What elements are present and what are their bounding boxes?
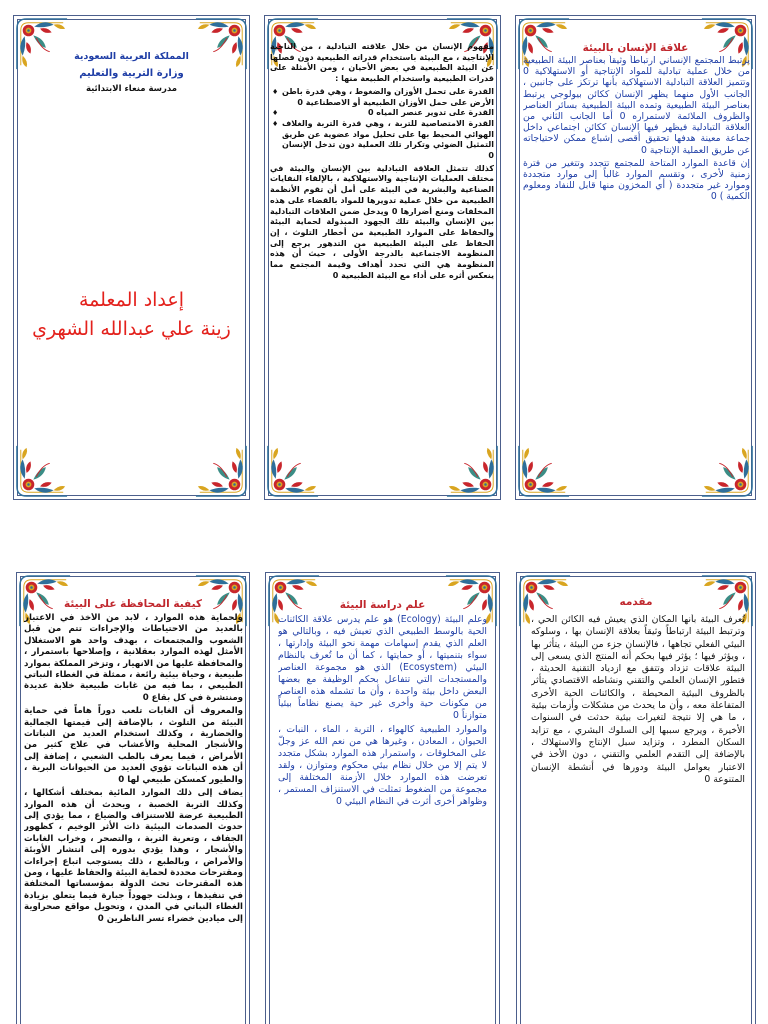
relationship-continued-panel xyxy=(264,15,501,500)
cover-panel xyxy=(13,15,250,500)
paragraph: يرتبط المجتمع الإنساني ارتباطاً وثيقاً بعناصر البيئة الطبيعية من خلال عملية تبادلية للمواد الإنتاجية أو الاستهلاكية 0 وتتميز العلاقة التبادلية الاستهلاكية بأنها ترتكز على جانبين ، الجانب الأول منهما يظهر الإنسان ككائن بيولوجي يرتبط بعناصر البيئة الطبيعية وتمده البيئة الطبيعية بسائر العناصر والظروف الملائمة لاستمراره 0 أما الجانب الثاني من العلاقة التبادلية فيظهر فيها الإنسان ككائن اجتماعي داخل جماعة معينة هدفها تحقيق أقصى إشباع ممكن لاحتياجاته عن طريق العملية الإنتاجية 0 xyxy=(523,55,750,156)
continued-text xyxy=(270,42,494,344)
cover-header xyxy=(24,48,239,97)
ministry-name: وزارة التربية والتعليم xyxy=(79,68,184,79)
preservation-panel xyxy=(16,572,250,1024)
paragraph: والموارد الطبيعية كالهواء ، التربة ، الماء ، النبات ، الحيوان ، المعادن ، وغيرها هي من نعم الله عز وجلّ على المخلوقات ، واستمرار هذه الموارد بشكل متجدد لا يتم إلا من خلال نظام بيئي محكوم ومتوازن ، ولقد تعرضت هذه الموارد خلال الأزمنة المختلفة إلى مجموعة من الضغوط تمثلت في الاستنزاف المستمر ، وظواهر أخرى أثرت في النظام البيئي 0 xyxy=(278,724,487,807)
floral-corner-ornament-icon xyxy=(194,444,248,498)
paragraph: تُعرف البيئة بأنها المكان الذي يعيش فيه الكائن الحي ، وترتبط البيئة ارتباطاً وثيقاً بعلاقة الإنسان بها ، وسلوكه البيئي الفعلي تجاهها ، فالإنسان جزء من البيئة ، يتأثر بها ، ويؤثر فيها ؛ يؤثر فيها بحكم أنه المنتج الذي يسعى إلى البيئة علاقات تزداد وتتفق مع ازدياد التقنية الحديثة ، فتطور الإنسان العلمي والتقني ونشاطه الاقتصادي يتأثر بالظروف البيئية المحيطة ، والكائنات الحية الأخرى المتفاعلة معه ، وأن ما يحدث من مشكلات وأزمات بيئية ، ما هي إلا نتيجة لتغيرات بيئية حدثت في السنوات الأخيرة ، ويرجع سببها إلى السلوك البشري ، مع تزايد السكان المطرد ، وتزايد سبل الإنتاج والاستهلاك ، بالإضافة إلى التقدم العلمي والتقني ، دون الأخذ في الاعتبار بعوامل البيئة ودورها في أنشطة الإنسان المتنوعة 0 xyxy=(531,614,745,785)
section-title: كيفية المحافظة على البيئة xyxy=(64,598,202,610)
prepared-by-label: إعداد المعلمة xyxy=(78,289,185,311)
section-text xyxy=(523,55,750,345)
country-name: المملكة العربية السعودية xyxy=(74,51,189,62)
paragraph: يضاف إلى ذلك الموارد المائية بمختلف أشكالها ، وكذلك التربة الخصبة ، ويحدث أن هذه الموارد الطبيعية عرضة للاستنزاف والضياع ، مما يؤدي إلى حدوث الصدمات البيئية ذات الأثر الوخيم ، كظهور الجفاف ، وتعرية التربة ، والتصحر ، وخراب الغابات والأشجار ، وهذا يؤدي بدوره إلى انتشار الأوبئة والأمراض ، وبالطبع ، ذلك يستوجب اتباع إجراءات ومقترحات محددة لحماية البيئة والحفاظ عليها ، ومن هذه المقترحات تحث الدولة بمؤسساتها المختلفة في تنفيذها ، وبذلت جهوداً جبارة فيما يتعلق بزيادة الغطاء النباتي في المدن ، وتحويل مواقع صحراوية إلى ميادين خضراء تسر الناظرين 0 xyxy=(24,788,243,924)
list-item: ♦ القدرة على تدوير عنصر المياه 0 xyxy=(270,108,494,119)
floral-corner-ornament-icon xyxy=(445,444,499,498)
floral-corner-ornament-icon xyxy=(700,444,754,498)
section-title: مقدمه xyxy=(619,596,653,608)
paragraph: إن قاعدة الموارد المتاحة للمجتمع تتجدد وتتغير من فترة زمنية لأخرى ، وتقسم الموارد غالباً إلى موارد متجددة وموارد غير متجددة ( أي المخزون منها قابل للنفاد ومعلوم الكمية ) 0 xyxy=(523,157,750,203)
section-title: علاقة الإنسان بالبيئة xyxy=(582,42,689,54)
floral-corner-ornament-icon xyxy=(266,444,320,498)
relationship-panel xyxy=(515,15,756,500)
section-text xyxy=(531,614,745,934)
section-text xyxy=(278,614,487,914)
paragraph: والمعروف أن الغابات تلعب دوراً هاماً في حماية البيئة من التلوث ، بالإضافة إلى قيمتها الجمالية والحضارية ، وكذلك استخدام العديد من النباتات والأشجار المحلية والأعشاب في علاج كثير من الأمراض ، فيما يعرف بالطب الشعبي ، إضافة إلى أن هذه النباتات تؤوي العديد من الحيوانات البرية ، والطيور كمسكن طبيعي لها 0 xyxy=(24,706,243,785)
ecology-panel xyxy=(265,572,500,1024)
school-name: مدرسة منعاء الابتدائية xyxy=(85,84,178,94)
section-title: علم دراسة البيئة xyxy=(339,599,426,611)
list-item: ♦ القدرة على تحمل الأوزان والضغوط ، وهي قدرة باطن الأرض على حمل الأوزان الطبيعية أو الاصطناعية 0 xyxy=(270,87,494,108)
continued-paragraph: كذلك تتمثل العلاقة التبادلية بين الإنسان والبيئة في مختلف العمليات الإنتاجية والاستهلاكية ، بالإلقاء النفايات الصناعية والبشرية في البيئة على أمل أن تقوم الأنظمة الطبيعية من خلال عملية تدويرها للمواد بالقضاء على هذه المخلفات ومنع أضرارها 0 ويدخل ضمن العلاقات التبادلية بين الإنسان والبيئة تلك الجهود المبذولة لحماية البيئة والحفاظ على الموارد الطبيعية من أخطار التلوث ، إن الحفاظ على البيئة الطبيعية من التدهور يرجع إلى المنظومة الاجتماعية بالدرجة الأولى ، حيث أن هذه المنظومة هي التي تحدد أهداف وقيمة المجتمع مما ينعكس أثره على أداء مع البيئة الطبيعية 0 xyxy=(270,163,494,280)
list-item: ♦ القدرة الامتصاصية للتربة ، وهي قدرة التربة والغلاف الهوائي المحيط بها على تحليل مواد عضوية عن طريق التمثيل الضوئي وتكرار تلك العملية دون تدخل الإنسان 0 xyxy=(270,119,494,162)
paragraph: وعلم البيئة (Ecology) هو علم يدرس علاقة الكائنات الحية بالوسط الطبيعي الذي تعيش فيه ، وبالتالي هو العلم الذي يقدم إسهامات مهمة نحو البيئة وإدارتها ، سواء بتنميتها ، أو حمايتها ، كما أن ما تُعرف بالنظام البيئي (Ecosystem) الذي هو مجموعة العناصر والمستجدات التي تتفاعل بحكم الوظيفة مع بعضها البعض داخل بيئة واحدة ، وأن ما تشمله هذه العناصر من مكونات حية وأخرى غير حية يصنع نظاماً بيئياً متوازناً 0 xyxy=(278,614,487,721)
floral-corner-ornament-icon xyxy=(517,444,571,498)
section-text xyxy=(24,613,243,1021)
teacher-name: زينة علي عبدالله الشهري xyxy=(32,318,231,340)
paragraph: ولحماية هذه الموارد ، لابد من الأخذ في الاعتبار بالعديد من الاحتياطات والإجراءات تتم من قبل الشعوب والمجتمعات ، بهدف واحد هو الاستغلال الأمثل لهذه الموارد بعقلانية ، وإصلاحها باستمرار ، والمحافظة عليها من الانهيار ، وتزخر المملكة بموارد طبيعية ، وحياة بيئية رائعة ، ممثلة في الغطاء النباتي الطبيعي ، بما فيه من غابات طبيعية خلابة عديدة ومنتشرة في كل بقاع 0 xyxy=(24,613,243,703)
author-block xyxy=(20,286,243,344)
continued-intro: مفهوم الإنسان من خلال علاقته التبادلية ، من الناحية الإنتاجية ، مع البيئة باستخدام قدراته الطبيعية دون فصلها عن البيئة الطبيعية في بعض الأحيان ، ومن الأمثلة على قدرات الطبيعية واستخدام الطبيعة منها : xyxy=(270,42,494,84)
floral-corner-ornament-icon xyxy=(15,444,69,498)
introduction-panel xyxy=(516,572,756,1024)
capabilities-list xyxy=(270,87,494,162)
